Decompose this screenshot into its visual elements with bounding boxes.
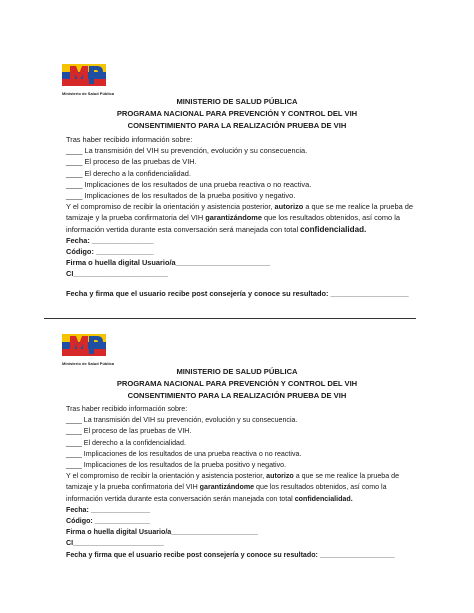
post-counseling-signature-field[interactable]: Fecha y firma que el usuario recibe post consejería y conoce su resultado: ___________________	[66, 288, 409, 298]
consent-text: a que se me realice la prueba de tamizaje y la prueba confirmatoria del VIH	[66, 472, 400, 492]
signature-field[interactable]: Firma o huella digital Usuario/a_______________________	[66, 258, 271, 268]
consent-confidentiality: confidencialidad.	[294, 494, 353, 503]
form-title	[0, 96, 474, 133]
consent-text: a que se me realice la prueba de tamizaje y la prueba confirmatoria del VIH	[66, 202, 413, 223]
checklist-item[interactable]: ____ El proceso de las pruebas de VIH.	[66, 427, 192, 436]
checklist-item[interactable]: ____ Implicaciones de los resultados de la prueba positivo y negativo.	[66, 461, 287, 470]
id-field[interactable]: CI_______________________	[66, 269, 168, 279]
consent-confidentiality: confidencialidad.	[300, 224, 367, 234]
consent-authorize: autorizo	[266, 472, 294, 481]
checklist-item[interactable]: ____ Implicaciones de los resultados de una prueba reactiva o no reactiva.	[66, 449, 302, 458]
ministry-logo	[62, 328, 122, 370]
post-counseling-signature-field[interactable]: Fecha y firma que el usuario recibe post consejería y conoce su resultado: ___________________	[66, 550, 395, 559]
consent-text: Y el compromiso de recibir la orientación y asistencia posterior,	[66, 472, 267, 481]
intro-text: Tras haber recibido información sobre:	[66, 135, 193, 144]
msp-emblem-icon	[62, 328, 106, 360]
checklist-item[interactable]: ____ El proceso de las pruebas de VIH.	[66, 157, 197, 167]
title-line-ministry: MINISTERIO DE SALUD PÚBLICA	[176, 97, 298, 106]
logo-caption: Ministerio de Salud Pública	[62, 361, 115, 366]
checklist-item[interactable]: ____ La transmisión del VIH su prevención, evolución y su consecuencia.	[66, 146, 308, 156]
cut-line-divider	[44, 318, 416, 319]
checklist-item[interactable]: ____ Implicaciones de los resultados de la prueba positivo y negativo.	[66, 191, 296, 201]
consent-paragraph	[66, 201, 418, 235]
date-field[interactable]: Fecha: _______________	[66, 505, 151, 514]
code-field[interactable]: Código: ______________	[66, 517, 150, 526]
checklist-item[interactable]: ____ La transmisión del VIH su prevención, evolución y su consecuencia.	[66, 416, 298, 425]
form-body	[66, 404, 418, 561]
checklist-item[interactable]: ____ Implicaciones de los resultados de una prueba reactiva o no reactiva.	[66, 179, 312, 189]
msp-emblem-icon	[62, 58, 106, 90]
checklist-item[interactable]: ____ El derecho a la confidencialidad.	[66, 438, 186, 447]
consent-paragraph	[66, 471, 418, 505]
consent-text: que los resultados obtenidos, así como la información vertida durante esta conversación serán manejada con total	[66, 483, 387, 503]
id-field[interactable]: CI_______________________	[66, 539, 164, 548]
date-field[interactable]: Fecha: _______________	[66, 235, 154, 245]
logo-caption: Ministerio de Salud Pública	[62, 91, 115, 96]
ministry-logo	[62, 58, 122, 100]
title-line-program: PROGRAMA NACIONAL PARA PREVENCIÓN Y CONTROL DEL VIH	[116, 379, 358, 389]
title-line-consent: CONSENTIMIENTO PARA LA REALIZACIÓN PRUEBA DE VIH	[127, 121, 347, 131]
code-field[interactable]: Código: ______________	[66, 247, 154, 257]
consent-text: que los resultados obtenidos, así como la información vertida durante esta conversación será manejada con total	[66, 213, 400, 234]
form-title	[0, 366, 474, 403]
title-line-ministry: MINISTERIO DE SALUD PÚBLICA	[176, 367, 298, 376]
consent-text: Y el compromiso de recibir la orientación y asistencia posterior,	[66, 202, 275, 212]
signature-field[interactable]: Firma o huella digital Usuario/a______________________	[66, 528, 259, 537]
form-body	[66, 134, 418, 299]
intro-text: Tras haber recibido información sobre:	[66, 405, 188, 413]
consent-guarantee: garantizándome	[205, 213, 262, 223]
consent-authorize: autorizo	[274, 202, 304, 212]
checklist-item[interactable]: ____ El derecho a la confidencialidad.	[66, 168, 191, 178]
title-line-program: PROGRAMA NACIONAL PARA PREVENCIÓN Y CONTROL DEL VIH	[116, 109, 358, 119]
consent-guarantee: garantizándome	[199, 483, 255, 492]
title-line-consent: CONSENTIMIENTO PARA LA REALIZACIÓN PRUEBA DE VIH	[127, 391, 347, 401]
